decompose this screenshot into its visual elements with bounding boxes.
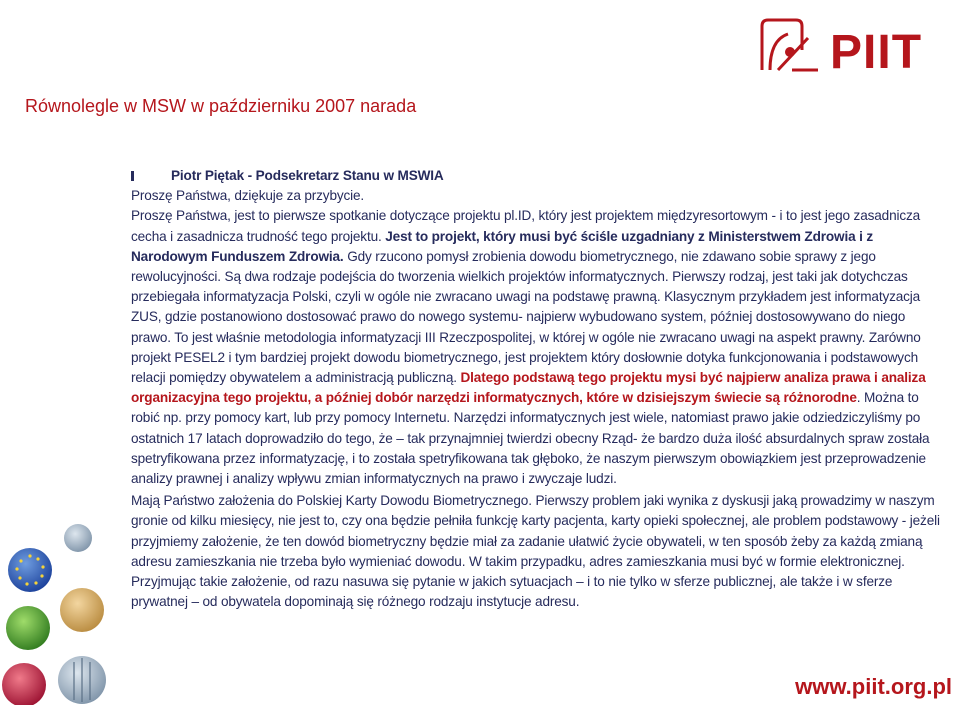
bullet-marker [131,171,134,181]
paragraph-greeting: Proszę Państwa, dziękuje za przybycie. [131,188,365,204]
decorative-image-strip [0,520,125,705]
speaker-name: Piotr Piętak - Podsekretarz Stanu w MSWIA [171,168,444,183]
sky-image [64,524,92,552]
logo-text: PIIT [830,26,923,79]
slide-title: Równolegle w MSW w październiku 2007 narada [25,96,417,116]
paragraph-project-body: Gdy rzucono pomysł zrobienia dowodu biometrycznego, nie zdawano sobie sprawy z jego rewolucyjności. Są dwa rodzaje podejścia do tworzenia wielkich projektów informatycznych. Pierwszy rodzaj, jest taki jak dotychczas przebiegała informatyzacja Polski, czyli w ogóle nie zwracano uwagi na podstawę prawną. Klasycznym przykładem jest informatyzacja ZUS, gdzie postanowiono dostosować prawo do nowego systemu- najpierw wybudowano system, później dostosowywano do niego prawo. To jest właśnie metodologia informatyzacji III Rzeczpospolitej, w której w ogóle nie zwracano uwagi na aspekt prawny. Zarówno projekt PESEL2 i tym bardziej projekt dowodu biometrycznego, jest projektem który dosłownie dotyka funkcjonowania i podstawowych relacji pomiędzy obywatelem a administracją publiczną. [131,248,921,386]
paragraph-project-intro: Proszę Państwa, jest to pierwsze spotkanie dotyczące projektu pl.ID, który jest projektem międzyresortowym - i to jest jego zasadnicza cecha i zasadnicza trudność tego projektu. [131,208,921,244]
paragraph-card: Mają Państwo założenia do Polskiej Karty Dowodu Biometrycznego. Pierwszy problem jaki wynika z dyskusji jaką prowadzimy w naszym gronie od kilku miesięcy, nie jest to, czy ona będzie pełniła funkcję karty pacjenta, karty opieki społecznej, ale problem podstawowy - jeżeli przyjmiemy założenie, że ten dowód biometryczny będzie miał za zadanie ułatwić życie obywateli, w ten sposób żeby za każdą zmianą adresu zamieszkania nie trzeba było wymieniać dowodu. W takim przypadku, adres zamieszkania musi być w formie elektronicznej. Przyjmując takie założenie, od razu nasuwa się pytanie w jakich sytuacjach – i to nie tylko w sferze publicznej, ale także i w sferze prywatnej – od obywatela dopominają się różnego rodzaju instytucje adresu. [131,493,940,610]
slide-content [131,166,946,612]
footer-url[interactable]: www.piit.org.pl [795,674,952,699]
paragraph-project [131,206,946,489]
leaf-image [6,606,50,650]
paragraph-project-end: . Można to robić np. przy pomocy kart, lub przy pomocy Internetu. Narzędzi informatycznych jest wiele, natomiast prawo jakie odziedziczyliśmy po ostatnich 17 latach doprowadziło do tego, że – tak przynajmniej twierdzi obecny Rząd- że bardzo duża ilość absurdalnych spraw została spetryfikowana przez informatyzację, i to została spetryfikowana tak głęboko, że naszym pierwszym obowiązkiem jest przeprowadzenie analizy prawnej i analizy wpływu zmian informatycznych na prawo i zwyczaje ludzi. [131,390,930,487]
speaker-line [131,166,946,186]
wheat-image [60,588,104,632]
paragraph-project-emphasis: Jest to projekt, który musi być ściśle uzgadniany z Ministerstwem Zdrowia i z Narodowym Funduszem Zdrowia. [131,228,874,264]
piit-logo [748,8,953,86]
piit-emblem [762,20,818,70]
flower-image [2,663,46,705]
paragraph-project-highlight: Dlatego podstawą tego projektu mysi być najpierw analiza prawa i analiza organizacyjna tego projektu, a później dobór narzędzi informatycznych, które w dzisiejszym świecie są różnorodne [131,370,926,406]
